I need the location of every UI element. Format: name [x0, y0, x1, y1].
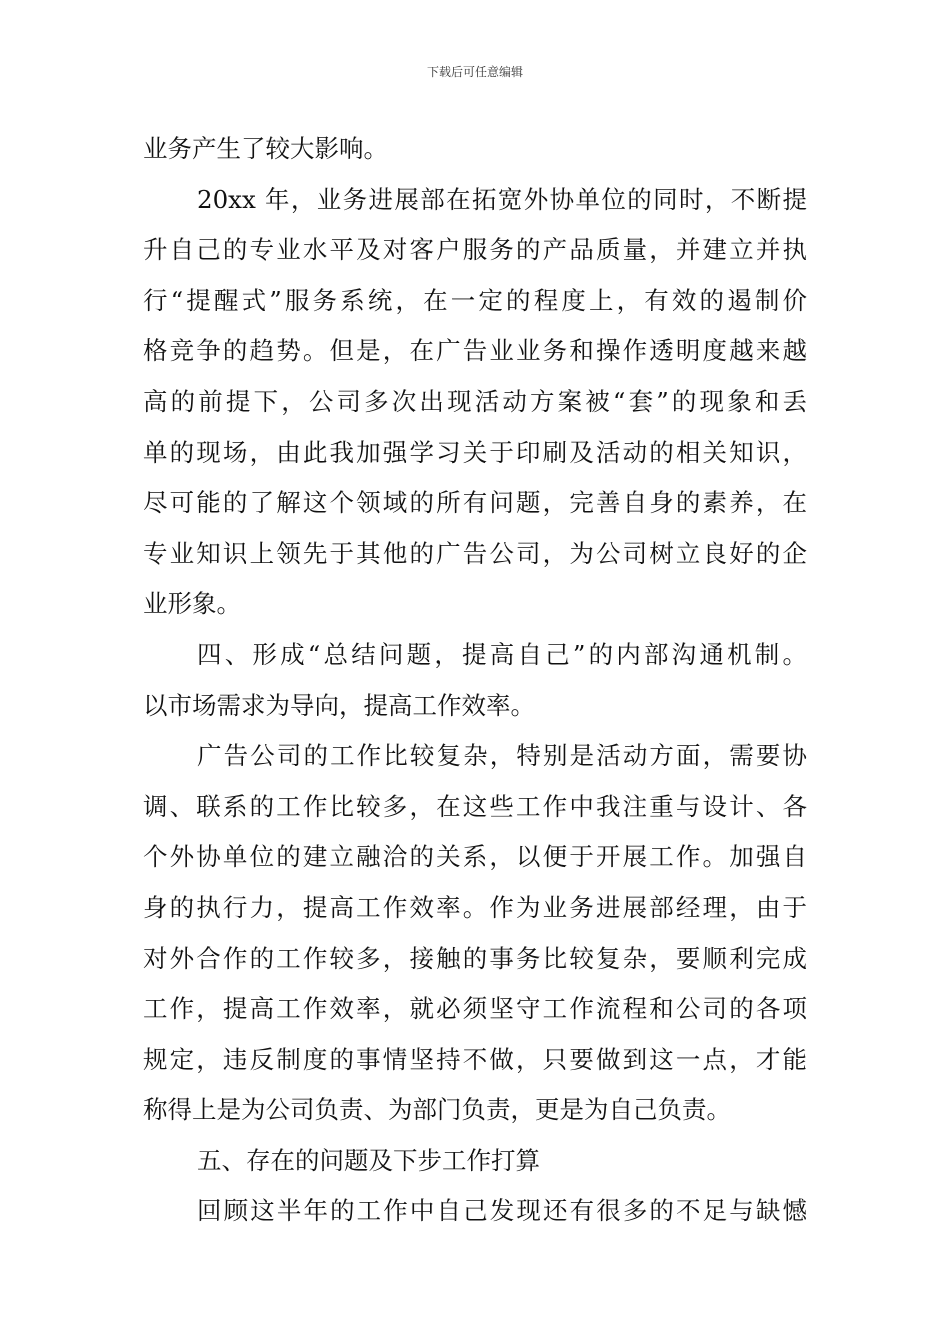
- text-line: 业形象。: [143, 589, 241, 619]
- page-header-note: 下载后可任意编辑: [426, 65, 523, 79]
- text-line: 专业知识上领先于其他的广告公司，为公司树立良好的企: [143, 538, 807, 568]
- text-line: 以市场需求为导向，提高工作效率。: [143, 690, 535, 720]
- text-line: 五、存在的问题及下步工作打算: [197, 1145, 540, 1175]
- text-line: 四、形成“总结问题，提高自己”的内部沟通机制。: [197, 639, 807, 669]
- text-line: 称得上是为公司负责、为部门负责，更是为自己负责。: [143, 1095, 731, 1125]
- text-line: 20xx 年，业务进展部在拓宽外协单位的同时，不断提: [197, 184, 807, 214]
- text-line: 规定，违反制度的事情坚持不做，只要做到这一点，才能: [143, 1044, 807, 1074]
- text-line: 行“提醒式”服务系统，在一定的程度上，有效的遏制价: [143, 285, 807, 315]
- text-line: 回顾这半年的工作中自己发现还有很多的不足与缺憾: [197, 1196, 807, 1226]
- document-body: [143, 124, 807, 1237]
- text-line: 对外合作的工作较多，接触的事务比较复杂，要顺利完成: [143, 943, 807, 973]
- text-line: 单的现场，由此我加强学习关于印刷及活动的相关知识，: [143, 437, 807, 467]
- text-line: 工作，提高工作效率，就必须坚守工作流程和公司的各项: [143, 994, 807, 1024]
- text-line: 尽可能的了解这个领域的所有问题，完善自身的素养，在: [143, 488, 807, 518]
- text-line: 身的执行力，提高工作效率。作为业务进展部经理，由于: [143, 892, 807, 922]
- text-line: 高的前提下，公司多次出现活动方案被“套”的现象和丢: [143, 386, 807, 416]
- text-line: 升自己的专业水平及对客户服务的产品质量，并建立并执: [143, 235, 807, 265]
- text-line: 个外协单位的建立融洽的关系，以便于开展工作。加强自: [143, 842, 807, 872]
- text-line: 业务产生了较大影响。: [143, 134, 388, 163]
- text-line: 广告公司的工作比较复杂，特别是活动方面，需要协: [197, 741, 807, 771]
- text-line: 调、联系的工作比较多，在这些工作中我注重与设计、各: [143, 791, 807, 821]
- text-line: 格竞争的趋势。但是，在广告业业务和操作透明度越来越: [143, 336, 807, 366]
